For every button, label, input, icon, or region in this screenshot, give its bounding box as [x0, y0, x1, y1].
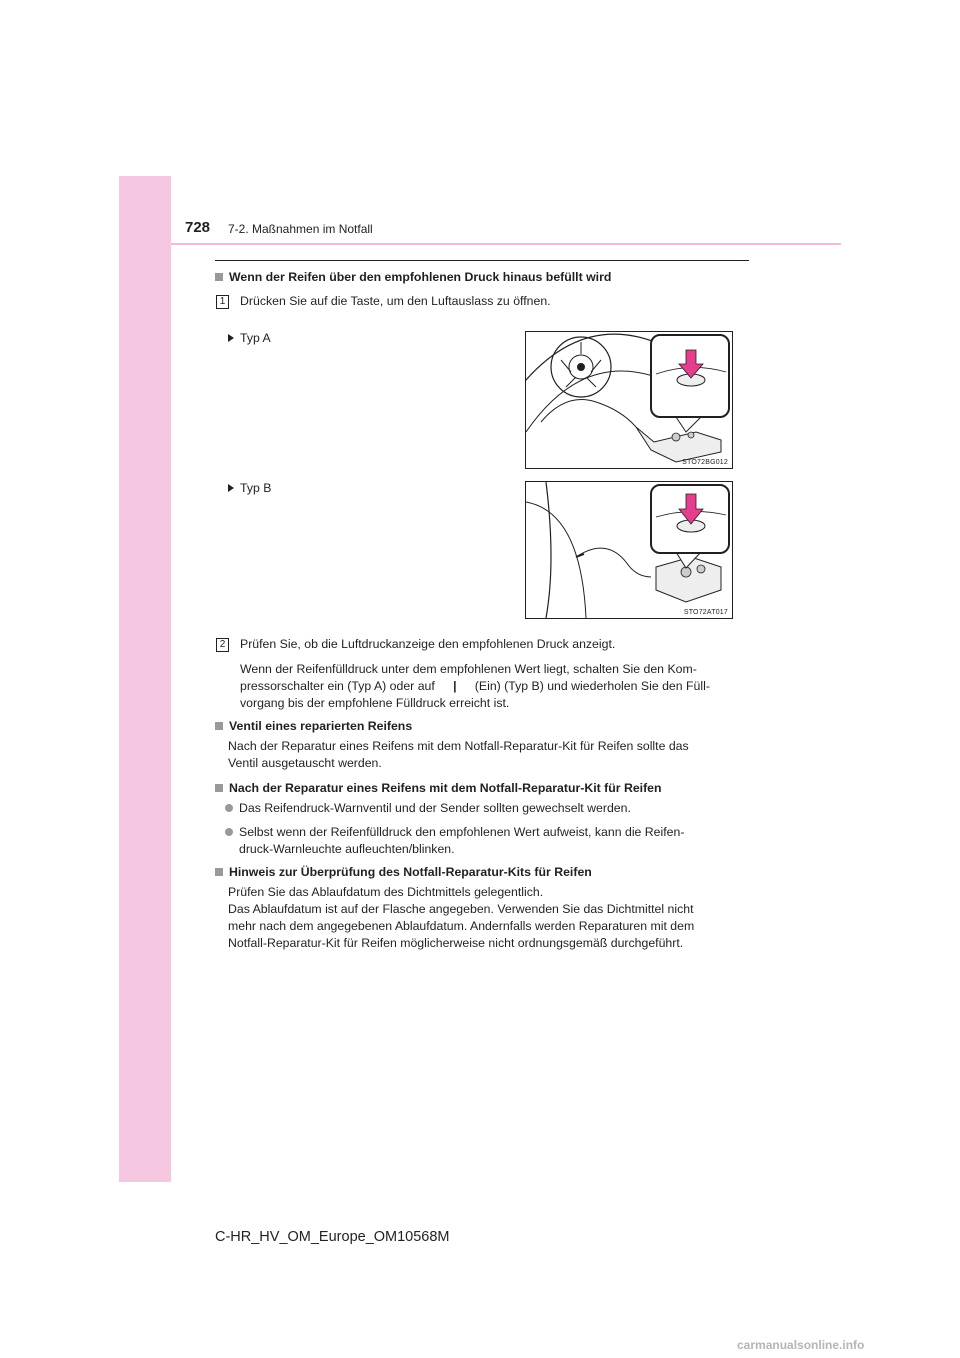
step2-note: Wenn der Reifenfülldruck unter dem empfohlenen Wert liegt, schalten Sie den Kom- pressorschalter ein (Typ A) oder auf | (Ein) (Typ B) und wiederholen Sie den Füll- vorgang bis der empfohlene Fülldruck erreicht ist. — [240, 662, 710, 710]
heading-valve: Ventil eines reparierten Reifens — [215, 718, 412, 735]
chapter-side-tab — [119, 176, 171, 1182]
on-switch-symbol-icon: | — [453, 679, 457, 693]
square-bullet-icon — [215, 722, 223, 730]
content-top-rule — [215, 260, 749, 261]
figure-code: STO72AT017 — [683, 609, 728, 616]
triangle-bullet-icon — [228, 484, 234, 492]
square-bullet-icon — [215, 273, 223, 281]
step1-text: Drücken Sie auf die Taste, um den Luftauslass zu öffnen. — [240, 294, 551, 308]
step-number-box: 2 — [216, 638, 229, 652]
round-bullet-icon — [225, 804, 233, 812]
square-bullet-icon — [215, 784, 223, 792]
square-bullet-icon — [215, 868, 223, 876]
valve-paragraph: Nach der Reparatur eines Reifens mit dem Notfall-Reparatur-Kit für Reifen sollte das Ventil ausgetauscht werden. — [228, 739, 689, 770]
watermark: carmanualsonline.info — [737, 1338, 865, 1352]
type-a-label: Typ A — [228, 330, 271, 347]
step-number-box: 1 — [216, 295, 229, 309]
heading-overpressure: Wenn der Reifen über den empfohlenen Druck hinaus befüllt wird — [215, 269, 611, 286]
heading-kit-check: Hinweis zur Überprüfung des Notfall-Reparatur-Kits für Reifen — [215, 864, 592, 881]
step2-text: Prüfen Sie, ob die Luftdruckanzeige den empfohlenen Druck anzeigt. — [240, 637, 616, 651]
figure-type-b — [525, 481, 733, 619]
header-divider — [171, 243, 841, 245]
tire-compressor-illustration — [526, 482, 732, 618]
bullet-item: Das Reifendruck-Warnventil und der Sender sollten gewechselt werden. — [225, 800, 631, 817]
type-b-label: Typ B — [228, 480, 271, 497]
figure-type-a — [525, 331, 733, 469]
bullet-item: Selbst wenn der Reifenfülldruck den empfohlenen Wert aufweist, kann die Reifen- druck-Warnleuchte aufleuchten/blinken. — [225, 824, 750, 858]
tire-compressor-illustration — [526, 332, 732, 468]
page-number: 728 — [185, 219, 211, 236]
section-title: 7-2. Maßnahmen im Notfall — [228, 222, 373, 236]
footer-doc-id: C-HR_HV_OM_Europe_OM10568M — [215, 1229, 450, 1245]
figure-code: STO72BG012 — [682, 459, 728, 466]
heading-after-repair: Nach der Reparatur eines Reifens mit dem Notfall-Reparatur-Kit für Reifen — [215, 780, 662, 797]
kit-check-paragraph: Prüfen Sie das Ablaufdatum des Dichtmittels gelegentlich. Das Ablaufdatum ist auf der Flasche angegeben. Verwenden Sie das Dichtmittel nicht mehr nach dem angegebenen Ablaufdatum. Andernfalls werden Reparaturen mit dem Notfall-Reparatur-Kit für Reifen möglicherweise nicht ordnungsgemäß durchgeführt. — [228, 885, 695, 950]
triangle-bullet-icon — [228, 334, 234, 342]
round-bullet-icon — [225, 828, 233, 836]
